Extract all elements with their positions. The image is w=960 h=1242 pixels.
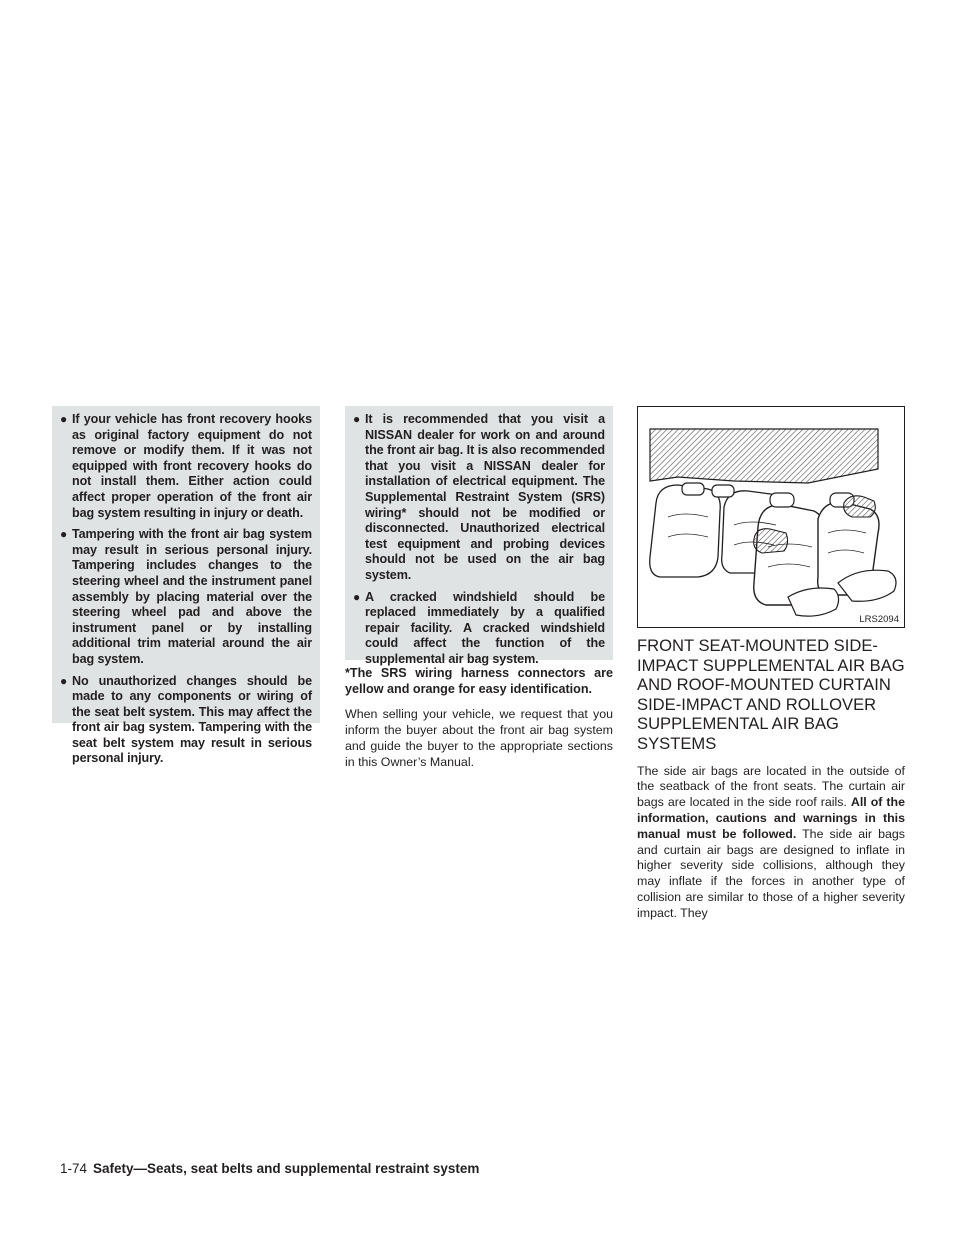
seat-airbag-illustration bbox=[637, 406, 905, 628]
page-footer bbox=[60, 1161, 479, 1176]
warning-text: Tampering with the front air bag system may result in serious personal injury. Tampering includes changes to the steering wheel and the instrument panel assembly by placing material over the steering wheel pad and above the instrument panel or by installing additional trim material around the air bag system. bbox=[72, 527, 312, 666]
seat-illustration-svg bbox=[638, 407, 904, 627]
right-column bbox=[637, 636, 905, 922]
warning-text: A cracked windshield should be replaced immediately by a qualified repair facility. A cracked windshield could affect the function of the supplemental air bag system. bbox=[365, 589, 605, 666]
section-heading: FRONT SEAT-MOUNTED SIDE-IMPACT SUPPLEMENTAL AIR BAG AND ROOF-MOUNTED CURTAIN SIDE-IMPACT AND ROLLOVER SUPPLEMENTAL AIR BAG SYSTEMS bbox=[637, 636, 905, 753]
warning-text: If your vehicle has front recovery hooks as original factory equipment do not remove or modify them. If it was not equipped with front recovery hooks do not install them. Either action could affect proper operation of the front air bag system resulting in injury or death. bbox=[72, 412, 312, 520]
section-title: Safety—Seats, seat belts and supplemental restraint system bbox=[93, 1161, 480, 1176]
bullet-icon: ● bbox=[60, 673, 68, 688]
srs-wiring-note: *The SRS wiring harness connectors are yellow and orange for easy identification. bbox=[345, 666, 613, 696]
warning-text: No unauthorized changes should be made to any components or wiring of the seat belt system. This may affect the front air bag system. Tampering with the seat belt system may result in serious personal injury. bbox=[72, 673, 312, 766]
paragraph-end: The side air bags and curtain air bags are designed to inflate in higher severity side collisions, although they may inflate if the forces in another type of collision are similar to those of a higher severity impact. They bbox=[637, 826, 905, 920]
middle-column bbox=[345, 406, 613, 770]
side-airbag-paragraph bbox=[637, 764, 905, 922]
warning-item bbox=[353, 412, 605, 584]
warning-item bbox=[60, 674, 312, 768]
warning-text: It is recommended that you visit a NISSAN dealer for work on and around the front air bag. It is also recommended that you visit a NISSAN dealer for installation of electrical equipment. The Supplemental Restraint System (SRS) wiring* should not be modified or disconnected. Unauthorized electrical test equipment and probing devices should not be used on the air bag system. bbox=[365, 412, 605, 582]
bullet-icon: ● bbox=[60, 527, 68, 542]
warning-item bbox=[60, 412, 312, 521]
side-airbag-left bbox=[754, 529, 788, 553]
selling-paragraph: When selling your vehicle, we request that you inform the buyer about the front air bag system and guide the buyer to the appropriate sections in this Owner’s Manual. bbox=[345, 707, 613, 769]
warning-item bbox=[60, 527, 312, 667]
warning-box-middle bbox=[345, 406, 613, 666]
rear-seat-left bbox=[650, 485, 721, 577]
curtain-airbag-shape bbox=[650, 429, 878, 483]
paragraph-bold: All of the information, cautions and warnings in this manual must be followed. bbox=[637, 795, 905, 841]
side-airbag-right bbox=[844, 496, 876, 517]
page-number: 1-74 bbox=[60, 1161, 88, 1176]
bullet-icon: ● bbox=[353, 589, 361, 604]
warning-item bbox=[353, 590, 605, 668]
warning-box-left bbox=[52, 406, 320, 766]
bullet-icon: ● bbox=[60, 412, 68, 426]
figure-code: LRS2094 bbox=[859, 614, 899, 625]
paragraph-start: The side air bags are located in the outside of the seatback of the front seats. The curtain air bags are located in the side roof rails. bbox=[637, 763, 905, 810]
bullet-icon: ● bbox=[353, 412, 361, 426]
